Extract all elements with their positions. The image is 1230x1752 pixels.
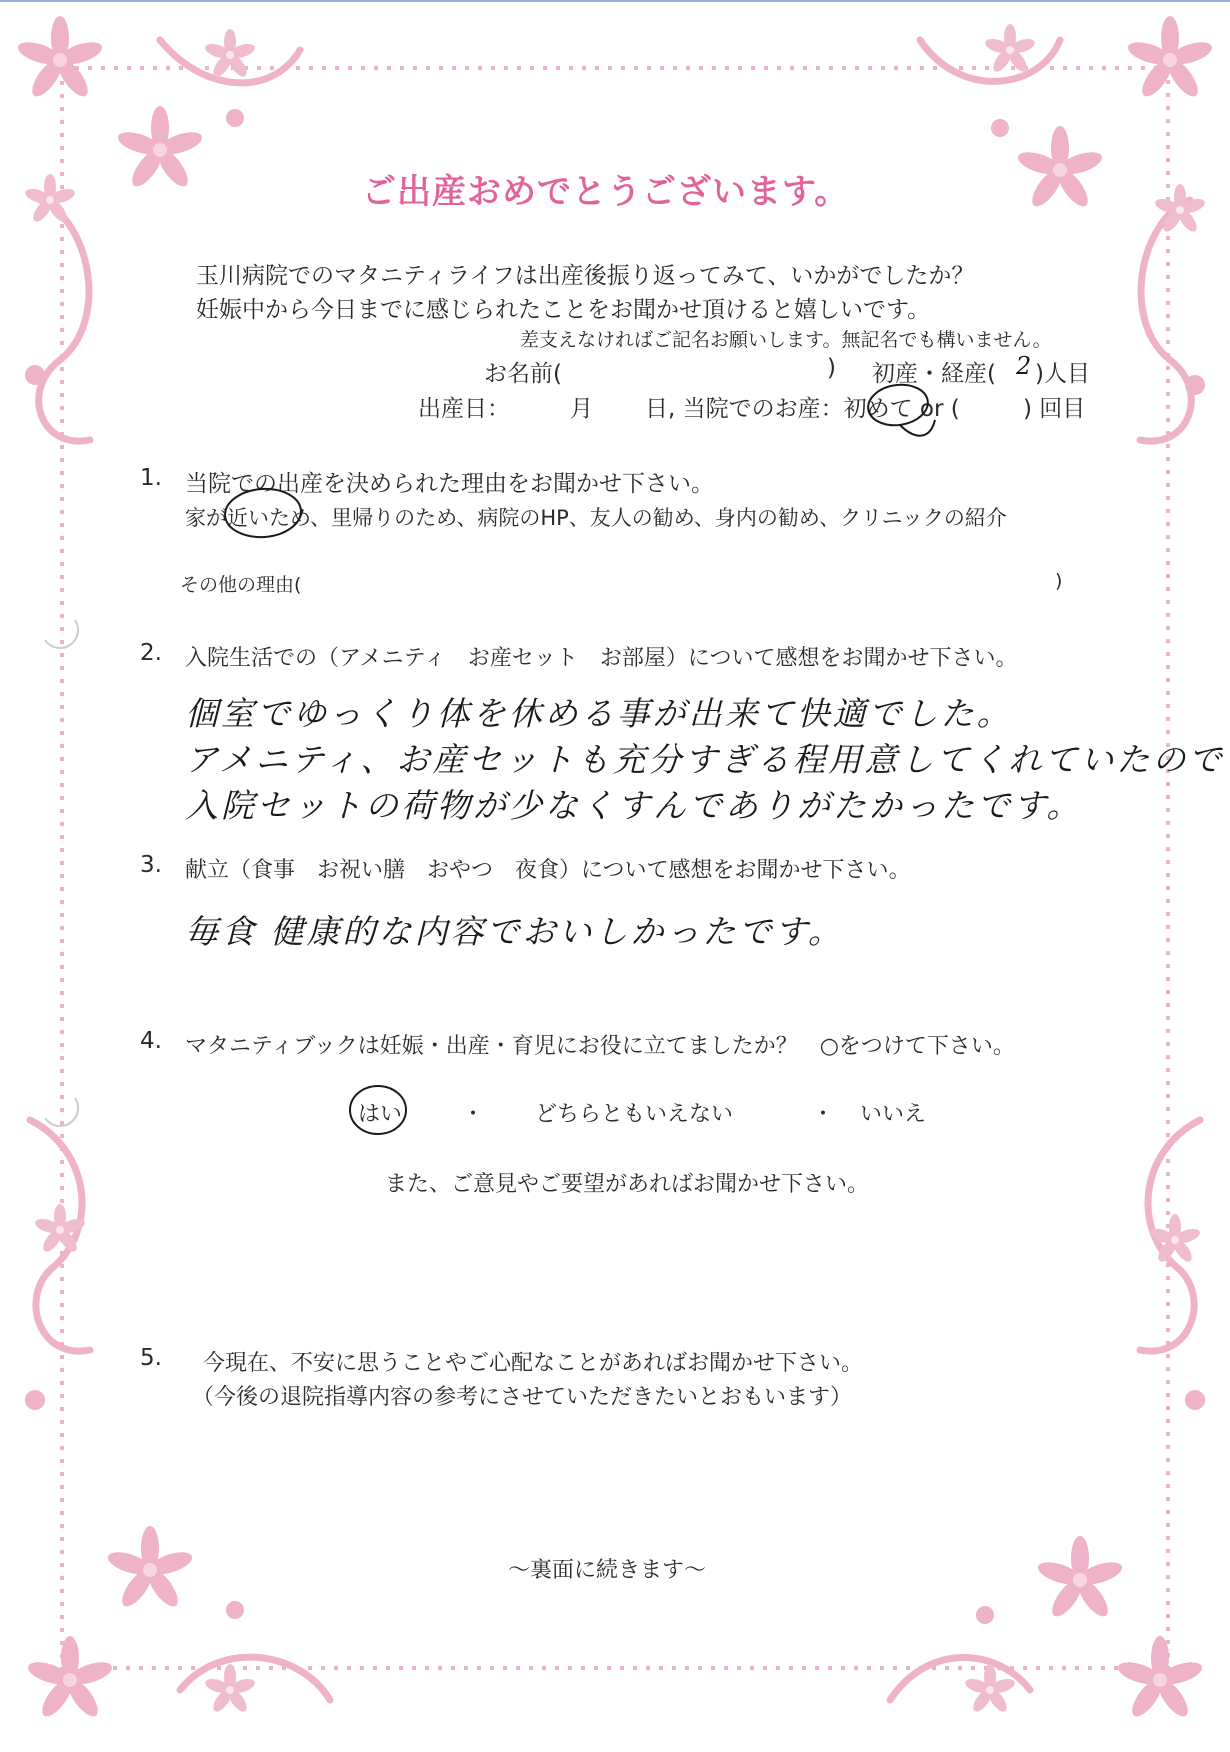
intro-line-2: 妊娠中から今日までに感じられたことをお聞かせ頂けると嬉しいです。	[196, 297, 931, 323]
count-close: ) 回目	[1023, 396, 1086, 422]
choice-yes: はい	[358, 1102, 403, 1127]
intro-line-1: 玉川病院でのマタニティライフは出産後振り返ってみて、いかがでしたか？	[196, 263, 975, 289]
q1-question: 当院での出産を決められた理由をお聞かせ下さい。	[185, 471, 714, 497]
parity-close: )人目	[1035, 361, 1090, 387]
choice-separator-1: ・	[462, 1102, 485, 1127]
mark-tail	[900, 420, 935, 436]
choice-separator-2: ・	[812, 1102, 835, 1127]
q2-answer-line-1: 個室でゆっくり体を休める事が出来て快適でした。	[185, 694, 1013, 733]
q1-number: 1.	[140, 465, 162, 491]
q3-number: 3.	[140, 852, 162, 878]
mark-circle-first-birth	[866, 381, 931, 429]
choice-no: いいえ	[860, 1102, 927, 1127]
q4-followup: また、ご意見やご要望があればお聞かせ下さい。	[385, 1172, 870, 1197]
q1-other-label: その他の理由(	[180, 574, 302, 596]
page-title: ご出産おめでとうございます。	[362, 172, 850, 212]
birth-date-label: 出産日：	[418, 396, 510, 422]
q5-number: 5.	[140, 1345, 162, 1371]
q3-question: 献立（食事 お祝い膳 おやつ 夜食）について感想をお聞かせ下さい。	[185, 858, 911, 883]
q2-answer-line-2: アメニティ、お産セットも充分すぎる程用意してくれていたので	[185, 740, 1225, 779]
q4-number: 4.	[140, 1028, 162, 1054]
name-close: )	[827, 355, 836, 381]
day-and-birth-count-label: 日, 当院でのお産：初めて or (	[645, 396, 960, 422]
q4-question: マタニティブックは妊娠・出産・育児にお役に立てましたか？ ○をつけて下さい。	[185, 1034, 1015, 1059]
q5-subtext: （今後の退院指導内容の参考にさせていただきたいとおもいます）	[192, 1385, 853, 1410]
anonymous-note: 差支えなければご記名お願いします。無記名でも構いません。	[520, 329, 1052, 351]
choice-neither: どちらともいえない	[535, 1102, 734, 1127]
q2-answer-line-3: 入院セットの荷物が少なくすんでありがたかったです。	[185, 786, 1083, 825]
q1-options: 家が近いため、里帰りのため、病院のHP、友人の勧め、身内の勧め、クリニックの紹介	[185, 506, 1007, 530]
parity-label: 初産・経産(	[872, 361, 996, 387]
q1-other-close: )	[1055, 570, 1063, 592]
continued-on-back: ～裏面に続きます～	[508, 1558, 707, 1583]
q5-question: 今現在、不安に思うことやご心配なことがあればお聞かせ下さい。	[203, 1351, 864, 1376]
q3-answer: 毎食 健康的な内容でおいしかったです。	[185, 912, 844, 951]
q2-question: 入院生活での（アメニティ お産セット お部屋）について感想をお聞かせ下さい。	[185, 646, 1018, 671]
mark-circle-yes	[350, 1086, 406, 1134]
parity-value: 2	[1016, 352, 1032, 380]
q2-number: 2.	[140, 640, 162, 666]
name-label: お名前(	[484, 361, 562, 387]
mark-circle-near-home	[223, 486, 302, 539]
month-label: 月	[570, 396, 593, 422]
